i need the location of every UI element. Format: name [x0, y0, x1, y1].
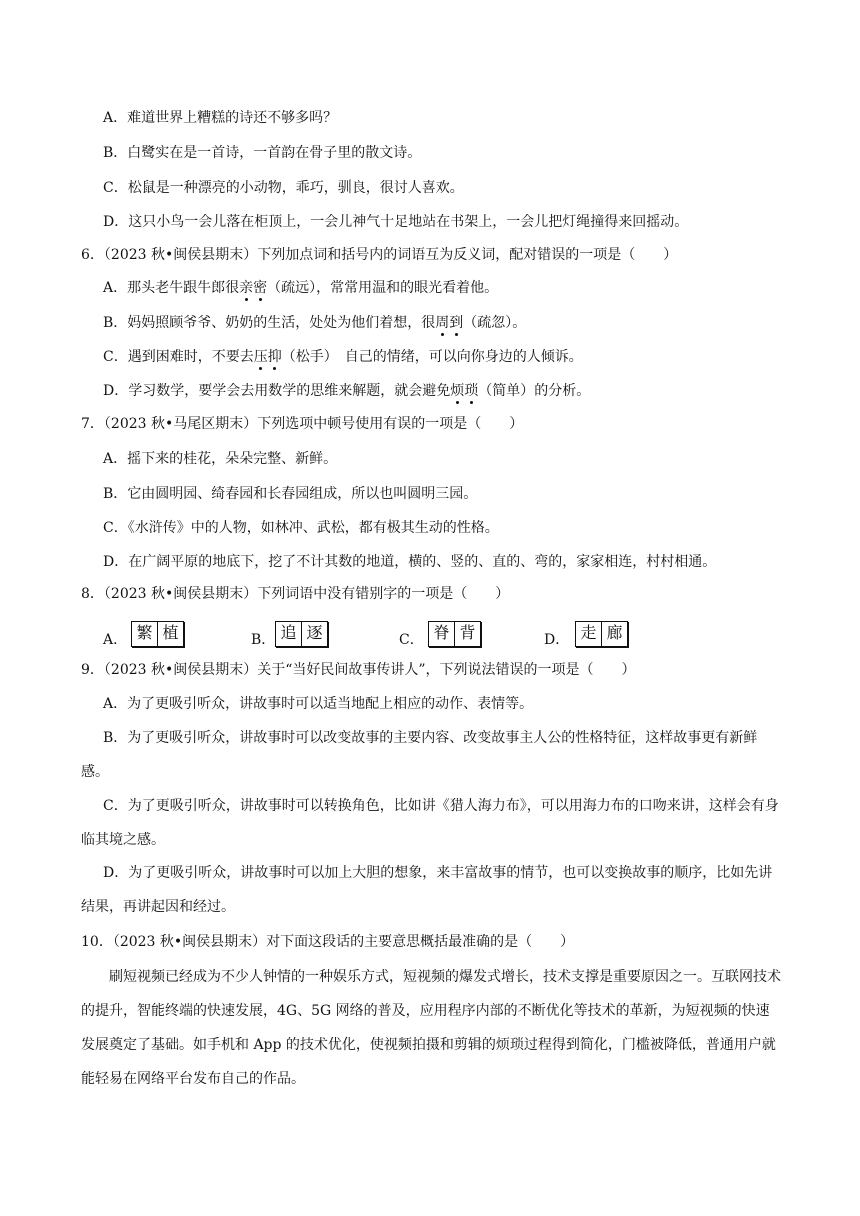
char-cell: 逐	[301, 622, 327, 646]
q6-option-d: D．学习数学，要学会去用数学的思维来解题，就会避免烦琐（简单）的分析。	[103, 383, 591, 399]
q8-option-b-label: B．	[251, 632, 276, 648]
q8-option-c-label: C．	[399, 632, 424, 648]
char-cell: 繁	[136, 623, 153, 642]
q8-option-c-box	[428, 621, 481, 647]
q10-stem: 10．（2023 秋•闽侯县期末）对下面这段话的主要意思概括最准确的是（ ）	[81, 934, 575, 950]
emphasis-dot-char: 烦	[450, 383, 465, 399]
q5-option-d: D．这只小鸟一会儿落在柜顶上，一会儿神气十足地站在书架上，一会儿把灯绳撞得来回摇动。	[103, 214, 689, 230]
q7-option-a: A．摇下来的桂花，朵朵完整、新鲜。	[103, 451, 338, 467]
char-cell: 脊	[433, 623, 450, 642]
q8-stem: 8．（2023 秋•闽侯县期末）下列词语中没有错别字的一项是（ ）	[81, 586, 510, 602]
q7-option-b: B．它由圆明园、绮春园和长春园组成，所以也叫圆明三园。	[103, 486, 478, 502]
q9-option-a: A．为了更吸引听众，讲故事时可以适当地配上相应的动作、表情等。	[103, 696, 534, 712]
q7-option-d: D．在广阔平原的地底下，挖了不计其数的地道，横的、竖的、直的、弯的，家家相连，村村相通。	[103, 554, 717, 570]
emphasis-dot-char: 亲	[239, 280, 254, 296]
emphasis-dot-char: 到	[449, 315, 464, 331]
q7-stem: 7．（2023 秋•马尾区期末）下列选项中顿号使用有误的一项是（ ）	[81, 416, 524, 432]
char-cell: 植	[157, 622, 183, 646]
q9-option-c: C．为了更吸引听众，讲故事时可以转换角色，比如讲《猎人海力布》，可以用海力布的口吻来讲，这样会有身临其境之感。	[81, 798, 779, 848]
emphasis-dot-char: 密	[253, 280, 268, 296]
char-cell: 背	[454, 622, 480, 646]
emphasis-dot-char: 周	[435, 315, 450, 331]
q8-option-b-box	[275, 621, 328, 647]
q8-option-d-label: D．	[544, 632, 570, 648]
emphasis-dot-char: 抑	[267, 349, 282, 365]
q6-option-b: B．妈妈照顾爷爷、奶奶的生活，处处为他们着想，很周到（疏忽）。	[103, 315, 527, 331]
q8-option-d-box	[575, 621, 628, 647]
q10-passage: 刷短视频已经成为不少人钟情的一种娱乐方式，短视频的爆发式增长，技术支撑是重要原因之一。互联网技术的提升，智能终端的快速发展，4G、5G 网络的普及，应用程序内部的不断优化等技术的革新，为短视频的快速发展奠定了基础。如手机和 App 的技术优化，使视频拍摄和剪辑的烦琐过程得到简化，门槛被降低，普通用户就能轻易在网络平台发布自己的作品。	[81, 969, 781, 1087]
char-cell: 追	[280, 623, 297, 642]
q5-option-c: C．松鼠是一种漂亮的小动物，乖巧，驯良，很讨人喜欢。	[103, 180, 464, 196]
emphasis-dot-char: 压	[253, 349, 268, 365]
q9-stem: 9．（2023 秋•闽侯县期末）关于“当好民间故事传讲人”，下列说法错误的一项是（ ）	[81, 662, 636, 678]
q6-stem: 6．（2023 秋•闽侯县期末）下列加点词和括号内的词语互为反义词，配对错误的一项是（ ）	[81, 247, 678, 263]
emphasis-dot-char: 琐	[464, 383, 479, 399]
q6-option-a: A．那头老牛跟牛郎很亲密（疏远），常常用温和的眼光看着他。	[103, 280, 499, 296]
q6-option-c: C．遇到困难时，不要去压抑（松手） 自己的情绪，可以向你身边的人倾诉。	[103, 349, 583, 365]
q5-option-b: B．白鹭实在是一首诗，一首韵在骨子里的散文诗。	[103, 145, 422, 161]
q7-option-c: C．《水浒传》中的人物，如林冲、武松，都有极其生动的性格。	[103, 520, 499, 536]
char-cell: 走	[580, 623, 597, 642]
q9-option-d: D．为了更吸引听众，讲故事时可以加上大胆的想象，来丰富故事的情节，也可以变换故事的顺序，比如先讲结果，再讲起因和经过。	[81, 865, 773, 915]
char-cell: 廊	[601, 622, 627, 646]
q9-option-b: B．为了更吸引听众，讲故事时可以改变故事的主要内容、改变故事主人公的性格特征，这样故事更有新鲜感。	[81, 730, 758, 780]
q8-option-a-label: A．	[103, 632, 128, 648]
q5-option-a: A．难道世界上糟糕的诗还不够多吗？	[103, 110, 338, 126]
q8-option-a-box	[131, 621, 184, 647]
